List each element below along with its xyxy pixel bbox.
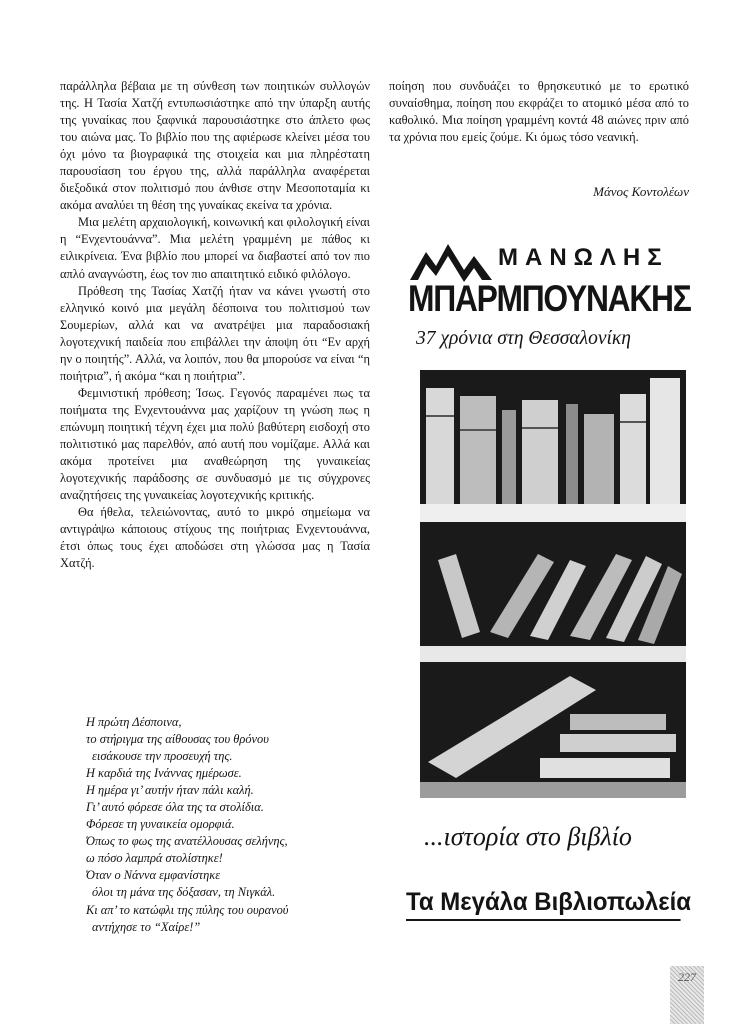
poem-line: Όταν ο Νάννα εμφανίστηκε <box>86 868 221 883</box>
poem-line: ω πόσο λαμπρά στολίστηκε! <box>86 851 223 866</box>
poem-line: Η ημέρα γι’ αυτήν ήταν πάλι καλή. <box>86 783 254 798</box>
poem-line: Κι απ’ το κατώφλι της πύλης του ουρανού <box>86 902 289 917</box>
poem-excerpt <box>86 714 386 936</box>
bookshelf-photo-icon <box>420 370 686 798</box>
article-paragraph: ποίηση που συνδυάζει το θρησκευτικό με το ερωτικό συναίσθημα, ποίηση που εκφράζει το ατομικό μέσα από το καθολικό. Μια ποίηση γραμμένη κοντά 48 αιώνες πριν από τα χρόνια που εμείς ζούμε. Κι όμως τόσο νεανική. <box>389 79 689 145</box>
poem-line: το στήριγμα της αίθουσας του θρόνου <box>86 732 269 747</box>
author-signature: Μάνος Κοντολέων <box>593 184 689 199</box>
poem-line: αντήχησε το “Χαίρε!” <box>92 919 201 934</box>
ad-tagline: 37 χρόνια στη Θεσσαλονίκη <box>416 328 631 349</box>
poem-line: Φόρεσε τη γυναικεία ομορφιά. <box>86 817 235 832</box>
poem-line: Η πρώτη Δέσποινα, <box>86 715 182 729</box>
article-paragraph: παράλληλα βέβαια με τη σύνθεση των ποιητικών συλλογών της. Η Τασία Χατζή εντυπωσιάστηκε από την ύπαρξη αυτής της γυναίκας που ξαφνικά παρουσιάστηκε στο άπλετο φως του αιώνα μας. Το βιβλίο που της αφιέρωσε κλείνει μέσα του όχι μόνο τα βιογραφικά της στοιχεία και μια πληρέστατη παρουσίαση του έργου της, αλλά παράλληλα αναφέρεται διεξοδικά στον πολιτισμό που άνθισε στην Μεσοποταμία κι ακόμα αναλύει τη θέση της γυναίκας εκείνα τα χρόνια. <box>60 79 370 213</box>
poem-line: Η καρδιά της Ινάννας ημέρωσε. <box>86 766 242 781</box>
article-paragraph: Φεμινιστική πρόθεση; Ίσως. Γεγονός παραμένει πως τα ποιήματα της Ενχεντουάννα μας χαρίζουν τη γνώση πως η επώνυμη ποιητική τέχνη έχει μια πολύ βαθύτερη εισδοχή στο πολιτιστικό μας παρελθόν, από αυτή που νομίζαμε. Αλλά και ακόμα προτείνει μια αναθεώρηση της γυναικείας λογοτεχνικής παράδοσης σε συνδυασμό με τις σύγχρονες αναζητήσεις της γυναικείας λογοτεχνικής κριτικής. <box>60 385 370 503</box>
article-left-column <box>60 78 370 572</box>
ad-name-last: ΜΠΑΡΜΠΟΥΝΑΚΗΣ <box>408 278 691 319</box>
article-paragraph: Πρόθεση της Τασίας Χατζή ήταν να κάνει γνωστή στο ελληνικό κοινό μια μεγάλη δέσποινα του πολιτισμού των Σουμερίων, αλλά και να ανατρέψει μια παραδοσιακή λογοτεχνική παιδεία που επιβάλλει την άποψη ότι “Εν αρχή ην ο ποιητής”. Αλλά, να λοιπόν, που θα μπορούσε να είναι “η ποιήτρια”, ή ακόμα “και η ποιήτρια”. <box>60 283 370 383</box>
ad-slogan: ...ιστορία στο βιβλίο <box>424 822 632 851</box>
ad-bottom-line: Τα Μεγάλα Βιβλιοπωλεία <box>406 888 681 921</box>
poem-line: Όπως το φως της ανατέλλουσας σελήνης, <box>86 834 288 849</box>
page-number: 227 <box>670 966 704 1024</box>
article-paragraph: Θα ήθελα, τελειώνοντας, αυτό το μικρό σημείωμα να αντιγράψω κάποιους στίχους της ποιήτριας Ενχεντουάννα, έτσι όπως τους έχει αποδώσει στη γλώσσα μας η Τασία Χατζή. <box>60 505 370 571</box>
poem-line: Γι’ αυτό φόρεσε όλα της τα στολίδια. <box>86 800 264 815</box>
article-right-column <box>389 78 689 146</box>
poem-line: όλοι τη μάνα της δόξασαν, τη Νιγκάλ. <box>92 885 276 900</box>
bookstore-advertisement <box>400 238 696 938</box>
article-paragraph: Μια μελέτη αρχαιολογική, κοινωνική και φιλολογική είναι η “Ενχεντουάννα”. Μια μελέτη γραμμένη με πάθος κι ειλικρίνεια. Ένα βιβλίο που μπορεί να διαβαστεί από τον πιο απλό αναγνώστη, έως τον πιο απαιτητικό ειδικό φιλόλογο. <box>60 215 370 281</box>
ad-name-first: ΜΑΝΩΛΗΣ <box>498 244 669 271</box>
poem-line: εισάκουσε την προσευχή της. <box>92 749 233 764</box>
